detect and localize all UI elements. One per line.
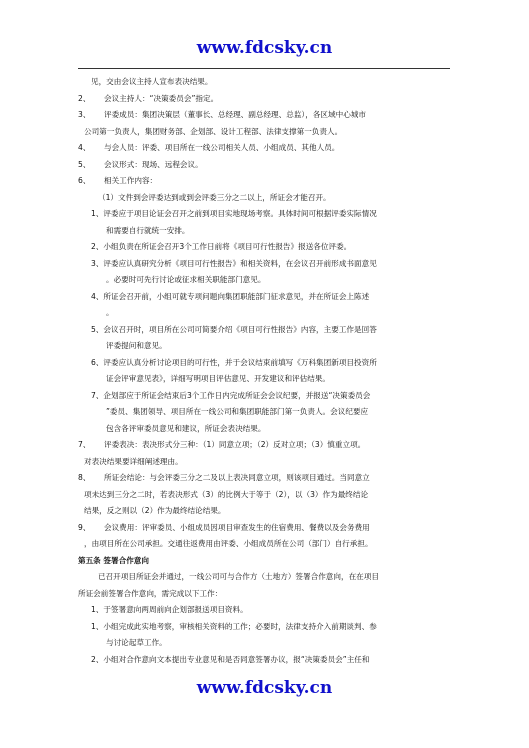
item-number: 9、 (78, 522, 91, 532)
line-text: 结果，反之则以（2）作为最终结论结果。 (84, 506, 226, 515)
line-text: 会议主持人：“决策委员会”指定。 (104, 93, 219, 103)
line-text: 1、于签署意向两周前向企划部报送项目资料。 (91, 605, 248, 614)
section-heading (78, 553, 450, 570)
text-line (78, 140, 450, 157)
text-line (78, 322, 450, 339)
text-line (78, 74, 450, 91)
text-line (78, 223, 450, 240)
site-footer-url[interactable]: www.fdcsky.cn (196, 678, 333, 698)
line-text: 已召开项目所证会并通过，一线公司可与合作方（土地方）签署合作意向，在在项目 (98, 572, 379, 581)
line-text: 4、所证会召开前，小组可就专项问题向集团职能部门征求意见，并在所证会上陈述 (91, 291, 370, 301)
text-line (78, 355, 450, 372)
text-line (78, 470, 450, 487)
line-text: 项未达到三分之二时，若表决形式（3）的比例大于等于（2），以（3）作为最终结论 (84, 489, 369, 499)
text-line (78, 404, 450, 421)
text-line (78, 305, 450, 322)
text-line (78, 635, 450, 652)
text-line (78, 520, 450, 537)
line-text: 评委成员：集团决策层（董事长、总经理、副总经理、总监），各区域中心城市 (104, 110, 366, 119)
line-text: 第五条 签署合作意向 (78, 555, 149, 565)
item-number: 4、 (78, 143, 91, 152)
text-line (78, 289, 450, 306)
text-line (78, 536, 450, 553)
text-line (78, 454, 450, 471)
text-line (78, 124, 450, 141)
line-text: 6、评委应认真分析讨论项目的可行性，并于会议结束前填写《万科集团新项目投资所 (91, 357, 377, 367)
line-text: 和需要自行就统一安排。 (106, 225, 190, 235)
text-line (78, 619, 450, 636)
line-text: 会议形式：现场、远程会议。 (104, 159, 203, 169)
text-line (78, 602, 450, 619)
line-text: 相关工作内容： (104, 176, 158, 185)
text-line (78, 206, 450, 223)
text-line (78, 190, 450, 207)
line-text: 评委表决：表决形式分三种：（1）同意立项；（2）反对立项；（3）慎重立项。 (104, 440, 366, 449)
line-text: 3、评委应认真研究分析《项目可行性报告》和相关资料，在会议召开前形成书面意见 (91, 258, 377, 268)
line-text: 所证会结论：与会评委三分之二及以上表决同意立项，则该项目通过。当同意立 (104, 473, 370, 482)
text-line (78, 173, 450, 190)
site-header-url[interactable]: www.fdcsky.cn (196, 38, 333, 58)
text-line (78, 652, 450, 669)
line-text: ，由项目所在公司承担。交通往返费用由评委、小组成员所在公司（部门）自行承担。 (84, 539, 373, 548)
line-text: 1、小组完成此实地考察，审核相关资料的工作；必要时，法律支持介入前期谈判、参 (91, 621, 377, 631)
line-text: 与讨论起草工作。 (106, 638, 167, 647)
line-text: 见，交由会议主持人宣布表决结果。 (91, 77, 213, 86)
line-text: 会议费用：评审委员、小组成员因项目审查发生的住宿费用、餐费以及会务费用 (104, 522, 370, 532)
item-number: 7、 (78, 440, 91, 449)
text-line (78, 388, 450, 405)
item-number: 8、 (78, 473, 91, 482)
text-line (78, 272, 450, 289)
item-number: 6、 (78, 176, 91, 185)
line-text: 评委提问和意见。 (106, 341, 167, 350)
line-text: 公司第一负责人，集团财务部、企划部、设计工程部、法律支撑第一负责人。 (84, 126, 343, 136)
text-line (78, 503, 450, 520)
line-text: ”委员、集团领导、项目所在一线公司和集团职能部门第一负责人。会议纪要应 (106, 407, 369, 416)
text-line (78, 256, 450, 273)
line-text: 与会人员：评委、项目所在一线公司相关人员、小组成员、其他人员。 (104, 143, 340, 152)
line-text: 。 (106, 308, 114, 317)
text-line (78, 239, 450, 256)
text-line (78, 586, 450, 603)
line-text: 包含各评审委员意见和建议，所证会表决结果。 (106, 423, 266, 433)
text-line (78, 107, 450, 124)
text-line (78, 421, 450, 438)
line-text: 所证会前签署合作意向，需完成以下工作： (78, 588, 223, 598)
line-text: 7、企划部应于所证会结束后3个工作日内完成所证会会议纪要，并报送“决策委员会 (91, 390, 371, 400)
text-line (78, 569, 450, 586)
line-text: （1）文件到会评委达到或到会评委三分之二以上，所证会才能召开。 (98, 192, 331, 202)
text-line (78, 487, 450, 504)
text-line (78, 157, 450, 174)
line-text: 2、小组负责在所证会召开3个工作日前将《项目可行性报告》报送各位评委。 (91, 242, 352, 251)
line-text: 2、小组对合作意向文本提出专业意见和是否同意签署办议，报“决策委员会”主任和 (91, 654, 370, 664)
text-line (78, 437, 450, 454)
line-text: 5、会议召开时，项目所在公司可简要介绍《项目可行性报告》内容，主要工作是回答 (91, 324, 377, 334)
line-text: 。必要时可先行讨论或征求相关职能部门意见。 (106, 275, 266, 284)
line-text: 证会评审意见表》，详细写明项目评估意见、开发建议和评估结果。 (106, 374, 331, 383)
text-line (78, 371, 450, 388)
item-number: 5、 (78, 159, 91, 169)
item-number: 3、 (78, 110, 91, 119)
header-divider (78, 68, 450, 69)
text-line (78, 91, 450, 108)
document-body (78, 74, 450, 668)
line-text: 对表决结果要详细阐述理由。 (84, 456, 183, 466)
text-line (78, 338, 450, 355)
item-number: 2、 (78, 93, 91, 103)
line-text: 1、评委应于项目论证会召开之前到项目实地现场考察。具体时间可根据评委实际情况 (91, 209, 377, 218)
